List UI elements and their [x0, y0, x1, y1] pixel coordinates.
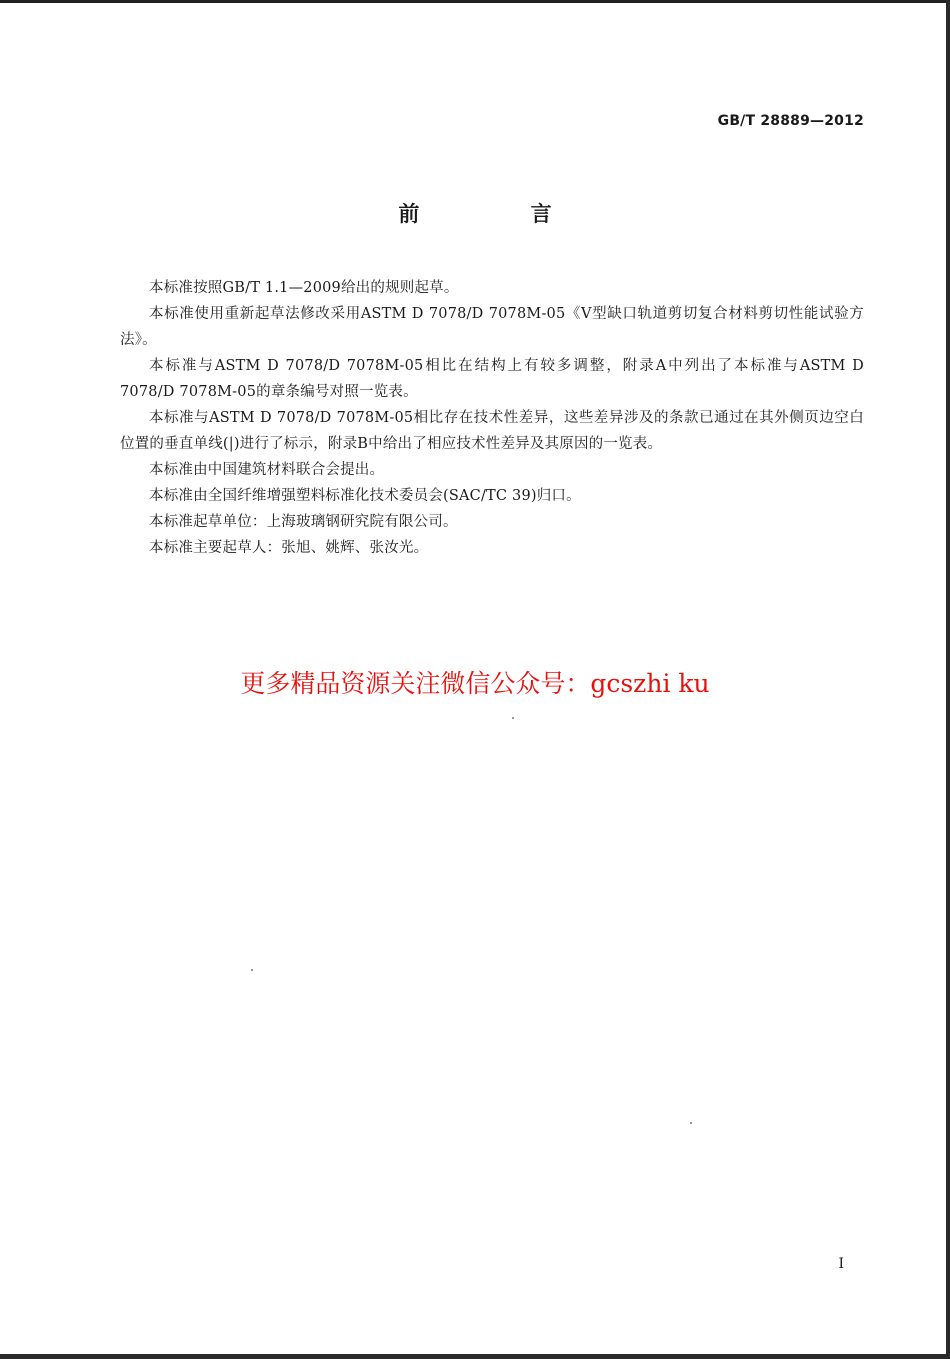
preface-paragraph: 本标准使用重新起草法修改采用ASTM D 7078/D 7078M-05《V型缺口轨道剪切复合材料剪切性能试验方法》。 [120, 306, 864, 348]
preface-title: 前 言 [398, 202, 604, 226]
preface-paragraph: 本标准按照GB/T 1.1—2009给出的规则起草。 [149, 280, 459, 296]
promo-watermark-text: 更多精品资源关注微信公众号：gcszhi ku [240, 669, 710, 698]
scan-speck [690, 1122, 692, 1124]
page-number: I [838, 1256, 844, 1272]
scan-speck [251, 969, 253, 971]
scan-edge-bottom [0, 1354, 950, 1359]
preface-paragraph: 本标准起草单位：上海玻璃钢研究院有限公司。 [149, 514, 458, 530]
preface-paragraph: 本标准主要起草人：张旭、姚辉、张汝光。 [149, 540, 429, 556]
preface-paragraph: 本标准与ASTM D 7078/D 7078M-05相比在结构上有较多调整，附录A中列出了本标准与ASTM D 7078/D 7078M-05的章条编号对照一览表。 [120, 358, 864, 400]
scan-speck [512, 717, 514, 719]
preface-body [120, 275, 864, 561]
preface-paragraph: 本标准由中国建筑材料联合会提出。 [149, 462, 385, 478]
scan-edge-top [0, 0, 950, 3]
preface-paragraph: 本标准与ASTM D 7078/D 7078M-05相比存在技术性差异，这些差异涉及的条款已通过在其外侧页边空白位置的垂直单线(|)进行了标示，附录B中给出了相应技术性差异及其原因的一览表。 [120, 410, 864, 452]
standard-number: GB/T 28889—2012 [717, 113, 864, 129]
preface-paragraph: 本标准由全国纤维增强塑料标准化技术委员会(SAC/TC 39)归口。 [149, 488, 581, 504]
